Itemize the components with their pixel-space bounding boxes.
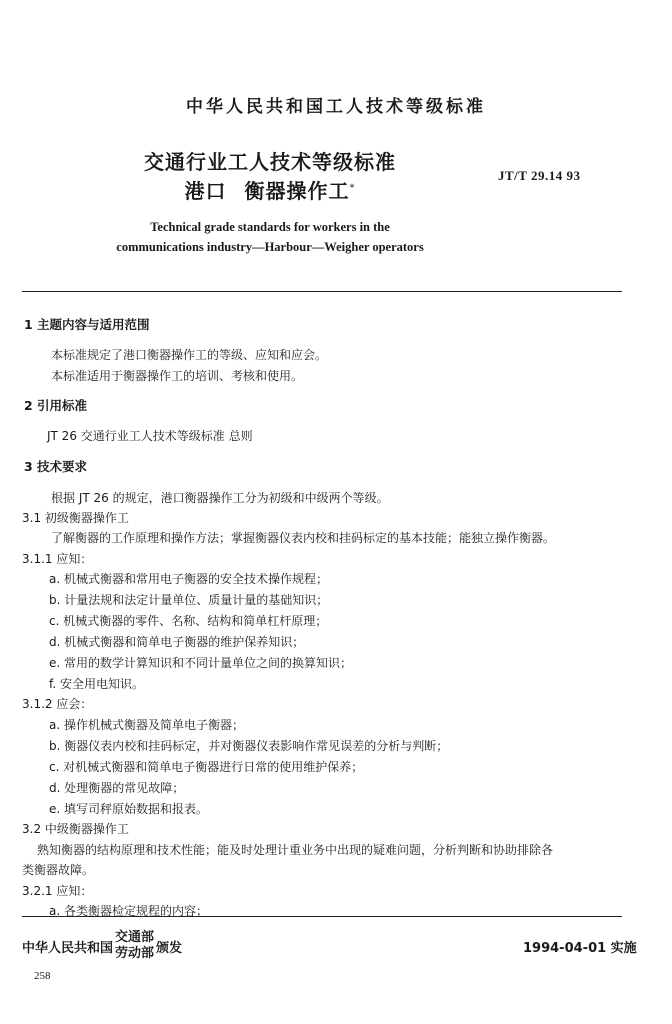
section-3-heading: 3 技术要求 [24,459,88,474]
issuer-country: 中华人民共和国 [22,940,114,956]
section-3-1-heading: 3.1 初级衡器操作工 [22,511,129,525]
section-3-paragraph: 根据 JT 26 的规定，港口衡器操作工分为初级和中级两个等级。 [51,491,389,505]
list-item: c. 对机械式衡器和简单电子衡器进行日常的使用维护保养； [49,760,364,774]
footer-divider [22,916,622,917]
issuer-ministry-transport: 交通部 [115,930,155,945]
title-harbour: 港口 [184,179,227,203]
issuer-departments [115,930,154,962]
section-3-2-heading: 3.2 中级衡器操作工 [22,822,129,836]
title-weigher-operator: 衡器操作工 [244,179,350,203]
section-2-heading: 2 引用标准 [24,398,88,413]
issuer-action: 颁发 [156,940,183,956]
english-title-line1: Technical grade standards for workers in the [150,220,390,234]
section-1-paragraph-1: 本标准规定了港口衡器操作工的等级、应知和应会。 [51,348,328,362]
header-divider [22,291,622,292]
page-number: 258 [34,970,51,982]
section-3-1-paragraph: 了解衡器的工作原理和操作方法；掌握衡器仪表内校和挂码标定的基本技能；能独立操作衡器。 [51,531,556,545]
section-3-2-1-heading: 3.2.1 应知： [22,884,93,898]
list-item: a. 机械式衡器和常用电子衡器的安全技术操作规程； [49,572,328,586]
english-title-line2: communications industry—Harbour—Weigher operators [116,240,424,254]
section-1-heading: 1 主题内容与适用范围 [24,317,150,332]
list-item: d. 处理衡器的常见故障； [49,781,185,795]
section-2-reference: JT 26 交通行业工人技术等级标准 总则 [47,429,253,443]
title-footnote-mark: * [349,182,356,194]
list-item: e. 填写司秤原始数据和报表。 [49,802,209,816]
effective-date: 1994-04-01 实施 [523,941,637,956]
issuer-ministry-labour: 劳动部 [115,946,155,961]
standard-code: JT/T 29.14 93 [498,168,581,183]
list-item: f. 安全用电知识。 [49,677,144,691]
document-title-line2 [0,175,540,204]
section-3-1-1-heading: 3.1.1 应知： [22,552,93,566]
list-item: a. 操作机械式衡器及简单电子衡器； [49,718,244,732]
list-item: d. 机械式衡器和简单电子衡器的维护保养知识； [49,635,305,649]
standard-authority-heading: 中华人民共和国工人技术等级标准 [186,97,486,117]
list-item: b. 衡器仪表内校和挂码标定，并对衡器仪表影响作常见误差的分析与判断； [49,739,449,753]
issuing-authority [22,930,182,962]
section-3-1-2-heading: 3.1.2 应会： [22,697,93,711]
list-item: e. 常用的数学计算知识和不同计量单位之间的换算知识； [49,656,353,670]
list-item: a. 各类衡器检定规程的内容； [49,904,208,918]
section-1-paragraph-2: 本标准适用于衡器操作工的培训、考核和使用。 [51,369,304,383]
section-3-2-paragraph-line1: 熟知衡器的结构原理和技术性能；能及时处理计重业务中出现的疑难问题，分析判断和协助排除各 [37,843,554,857]
document-title-line1: 交通行业工人技术等级标准 [144,150,396,174]
list-item: c. 机械式衡器的零件、名称、结构和简单杠杆原理； [49,614,328,628]
list-item: b. 计量法规和法定计量单位、质量计量的基础知识； [49,593,329,607]
section-3-2-paragraph-line2: 类衡器故障。 [22,863,95,877]
